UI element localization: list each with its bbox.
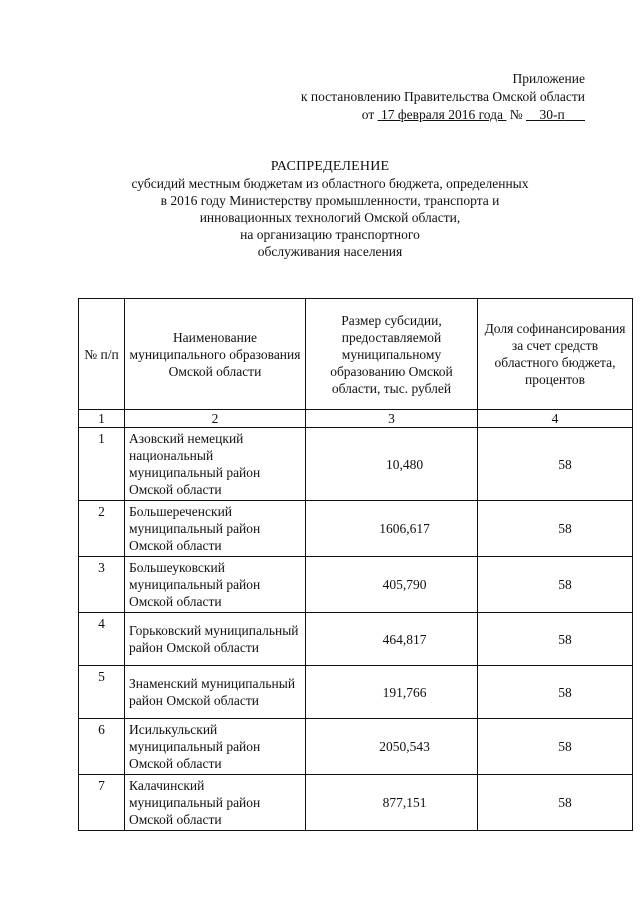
header-share: Доля софинансирования за счет средств областного бюджета, процентов <box>478 299 633 410</box>
appendix-block <box>301 70 585 124</box>
row-number: 5 <box>79 666 125 719</box>
resolution-date: 17 февраля 2016 года <box>381 107 503 122</box>
table-row <box>79 501 633 557</box>
table-header-row <box>79 299 633 410</box>
subsidy-table <box>78 298 633 831</box>
column-number: 1 <box>79 410 125 428</box>
cofinancing-share: 58 <box>478 501 633 557</box>
table-row <box>79 666 633 719</box>
cofinancing-share: 58 <box>478 666 633 719</box>
cofinancing-share: 58 <box>478 775 633 831</box>
header-number: № п/п <box>79 299 125 410</box>
cofinancing-share: 58 <box>478 719 633 775</box>
column-numbers-row <box>79 410 633 428</box>
column-number: 4 <box>478 410 633 428</box>
title-heading: РАСПРЕДЕЛЕНИЕ <box>270 159 390 174</box>
header-amount: Размер субсидии, предоставляемой муниципальному образованию Омской области, тыс. рублей <box>306 299 478 410</box>
row-number: 3 <box>79 557 125 613</box>
municipality-name: Большереченский муниципальный район Омской области <box>125 501 306 557</box>
subsidy-amount: 191,766 <box>306 666 478 719</box>
municipality-name: Азовский немецкий национальный муниципальный район Омской области <box>125 428 306 501</box>
title-line-3: инновационных технологий Омской области, <box>199 210 461 225</box>
title-line-5: обслуживания населения <box>257 244 403 259</box>
title-line-1: субсидий местным бюджетам из областного бюджета, определенных <box>131 176 529 191</box>
municipality-name: Калачинский муниципальный район Омской области <box>125 775 306 831</box>
resolution-number: 30-п <box>539 107 565 122</box>
municipality-name: Большеуковский муниципальный район Омской области <box>125 557 306 613</box>
table-row <box>79 719 633 775</box>
subsidy-amount: 464,817 <box>306 613 478 666</box>
municipality-name: Исилькульский муниципальный район Омской области <box>125 719 306 775</box>
row-number: 2 <box>79 501 125 557</box>
municipality-name: Горьковский муниципальный район Омской области <box>125 613 306 666</box>
appendix-label: Приложение <box>512 71 585 86</box>
subsidy-amount: 877,151 <box>306 775 478 831</box>
table-row <box>79 775 633 831</box>
subsidy-amount: 10,480 <box>306 428 478 501</box>
table-row <box>79 613 633 666</box>
column-number: 2 <box>125 410 306 428</box>
document-title <box>60 158 600 260</box>
from-label: от <box>361 107 375 122</box>
column-number: 3 <box>306 410 478 428</box>
header-municipality: Наименование муниципального образования Омской области <box>125 299 306 410</box>
row-number: 7 <box>79 775 125 831</box>
cofinancing-share: 58 <box>478 557 633 613</box>
municipality-name: Знаменский муниципальный район Омской области <box>125 666 306 719</box>
subsidy-amount: 405,790 <box>306 557 478 613</box>
row-number: 1 <box>79 428 125 501</box>
title-line-4: на организацию транспортного <box>240 227 420 242</box>
table-row <box>79 428 633 501</box>
row-number: 4 <box>79 613 125 666</box>
table-row <box>79 557 633 613</box>
number-label: № <box>509 107 523 122</box>
subsidy-amount: 1606,617 <box>306 501 478 557</box>
cofinancing-share: 58 <box>478 613 633 666</box>
subsidy-amount: 2050,543 <box>306 719 478 775</box>
cofinancing-share: 58 <box>478 428 633 501</box>
appendix-date-line <box>301 106 585 124</box>
appendix-resolution: к постановлению Правительства Омской области <box>300 89 585 104</box>
title-line-2: в 2016 году Министерству промышленности, транспорта и <box>160 193 500 208</box>
row-number: 6 <box>79 719 125 775</box>
